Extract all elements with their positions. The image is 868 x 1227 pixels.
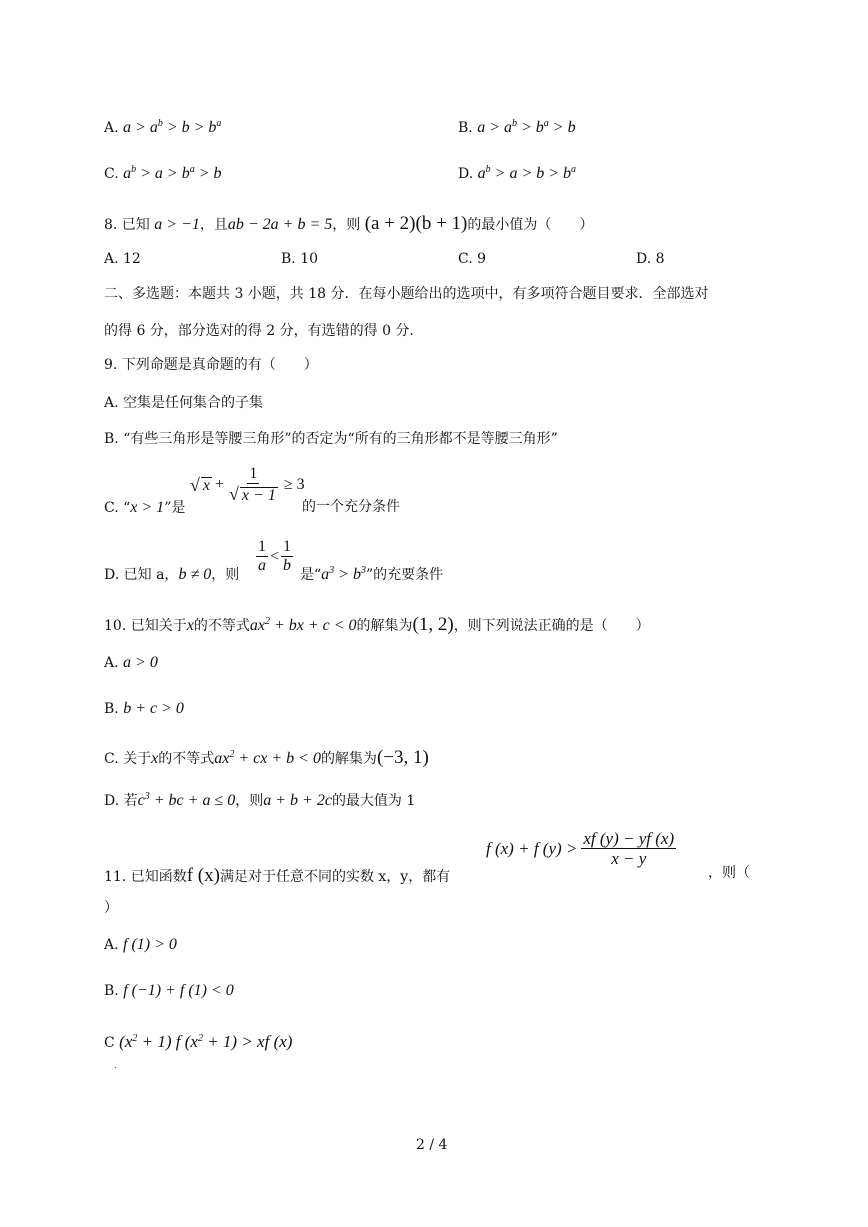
q9-option-d-formula: $\frac{1}{a}$ < $\frac{1}{b}$: [258, 538, 292, 574]
q11-option-c: C $(x^2 + 1)$ f $(x^2 + 1)$ > xf (x): [104, 1032, 293, 1051]
q9-d-expr: $a^3 > b^3$: [321, 565, 366, 583]
q8-cond1: a > −1: [154, 216, 200, 233]
q8-option-b: B. 10: [281, 251, 319, 267]
q8-option-c: C. 9: [458, 251, 487, 267]
q11-stem-end: ，则（: [708, 865, 750, 881]
section-header-line2: 的得 6 分，部分选对的得 2 分，有选错的得 0 分．: [104, 323, 424, 339]
page-number: 2 / 4: [416, 1137, 448, 1153]
q10-option-c: C. 关于x的不等式$ax^2$ + cx + b < 0的解集为(−3, 1): [104, 747, 429, 768]
q9-option-a: A. 空集是任何集合的子集: [104, 395, 264, 411]
q11-inequality: f (x) + f (y) > $\frac{xf (y) - yf (x)}{x - y}$: [486, 829, 675, 868]
q7-b-expr: $a > a^b > b^a > b$: [477, 118, 576, 136]
q9-c-fraction: $\frac{1}{√ x - 1}$: [229, 465, 276, 504]
q9-option-c-formula: √ x + $\frac{1}{√ x - 1}$ ≥ 3: [190, 465, 305, 504]
q8-cond2: ab − 2a + b = 5: [227, 216, 333, 233]
q11-stem-close: ）: [104, 900, 118, 916]
option-label: D.: [458, 166, 474, 182]
q11-stem: 11. 已知函数f (x)满足对于任意不同的实数 x，y，都有: [104, 865, 451, 886]
q11-option-a: A. f (1) > 0: [104, 936, 177, 953]
q8-option-a: A. 12: [104, 251, 141, 267]
dot-mark: .: [114, 1061, 117, 1070]
q7-c-expr: $a^b > a > b^a > b$: [123, 164, 222, 182]
q9-option-d-prefix: D. 已知 a，b ≠ 0，则: [104, 566, 240, 583]
q10-option-a: A. a > 0: [104, 654, 158, 671]
q10-solution-set: (1, 2): [412, 614, 454, 635]
q7-option-a: [104, 120, 221, 136]
q9-c-cond: x > 1: [130, 499, 165, 516]
q10-ineq: $ax^2$ + bx + c < 0: [249, 616, 357, 634]
option-label: B.: [458, 120, 473, 136]
q7-a-expr: $a > a^b > b > b^a$: [123, 118, 222, 136]
q9-d-cond: b ≠ 0: [178, 566, 212, 583]
q7-option-b: [458, 120, 576, 136]
option-label: A.: [104, 120, 119, 136]
option-label: C.: [104, 166, 119, 182]
q8-stem: 8. 已知 a > −1，且ab − 2a + b = 5，则 (a + 2)(b + 1)的最小值为（ ）: [104, 213, 594, 234]
q9-option-c-prefix: C. “x > 1”是: [104, 499, 186, 516]
q9-option-c-suffix: 的一个充分条件: [302, 499, 400, 515]
q8-target: (a + 2)(b + 1): [364, 213, 468, 234]
q9-option-d-suffix: 是“$a^3 > b^3$”的充要条件: [300, 565, 444, 583]
q11-option-b: B. f (−1) + f (1) < 0: [104, 982, 234, 999]
q11-fraction: $\frac{xf (y) - yf (x)}{x - y}$: [583, 829, 675, 868]
q7-option-c: [104, 166, 222, 182]
q9-stem: 9. 下列命题是真命题的有（ ）: [104, 357, 318, 373]
q10-option-b: B. b + c > 0: [104, 700, 184, 717]
q9-option-b: B. “有些三角形是等腰三角形”的否定为“所有的三角形都不是等腰三角形”: [104, 431, 558, 447]
section-header-line1: 二、多选题：本题共 3 小题，共 18 分．在每小题给出的选项中，有多项符合题目要求．全部选对: [104, 286, 709, 302]
q8-option-d: D. 8: [636, 251, 665, 267]
q7-d-expr: $a^b > a > b > b^a$: [477, 164, 577, 182]
q7-option-d: [458, 166, 576, 182]
q10-option-d: D. 若$c^3$ + bc + a ≤ 0，则a + b + 2c的最大值为 1: [104, 791, 416, 809]
q10-stem: 10. 已知关于x的不等式$ax^2$ + bx + c < 0的解集为(1, 2)，则下列说法正确的是（ ）: [104, 614, 650, 635]
